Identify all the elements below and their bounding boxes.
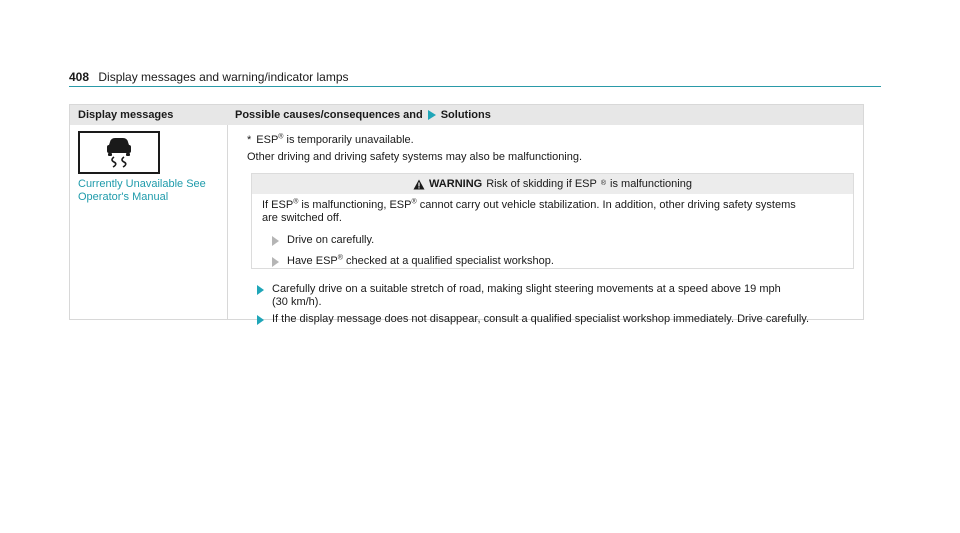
- warning-body-line-2: are switched off.: [262, 212, 342, 224]
- page-number: 408: [69, 70, 90, 84]
- step-arrow-icon: [272, 236, 279, 246]
- solution-1: Carefully drive on a suitable stretch of road, making slight steering movements at a speed above 19 mph (30 km/h).: [257, 283, 781, 309]
- solution-arrow-icon: [428, 110, 436, 120]
- solution-arrow-icon: [257, 315, 264, 325]
- esp-skid-warning-icon: [78, 131, 160, 174]
- solution-arrow-icon: [257, 285, 264, 295]
- warning-triangle-icon: [413, 179, 425, 190]
- column-divider: [227, 125, 228, 319]
- warning-box: [251, 173, 854, 269]
- table-header-row: [70, 105, 863, 125]
- solution-2: If the display message does not disappear, consult a qualified specialist workshop immediately. Drive carefully.: [257, 313, 809, 326]
- warning-label: WARNING: [429, 177, 483, 190]
- step-arrow-icon: [272, 257, 279, 267]
- page-header-title: Display messages and warning/indicator lamps: [98, 70, 349, 84]
- display-message-text: Currently Unavailable See Operator's Manual: [78, 178, 206, 203]
- cause-line: * ESP® is temporarily unavailable.: [247, 133, 414, 146]
- cause-consequence-line: Other driving and driving safety systems may also be malfunctioning.: [247, 151, 583, 163]
- warning-step-2: Have ESP® checked at a qualified specialist workshop.: [272, 255, 554, 268]
- warning-body-line-1: If ESP® is malfunctioning, ESP® cannot carry out vehicle stabilization. In addition, other driving safety systems: [262, 198, 796, 211]
- warning-header: WARNING Risk of skidding if ESP ® is malfunctioning: [252, 174, 853, 194]
- display-messages-table: [69, 104, 864, 325]
- page-header: [69, 68, 881, 87]
- column-header-display-messages: Display messages: [78, 109, 174, 121]
- warning-step-1: Drive on carefully.: [272, 234, 374, 247]
- column-header-causes-solutions: Possible causes/consequences and Solutions: [235, 109, 491, 121]
